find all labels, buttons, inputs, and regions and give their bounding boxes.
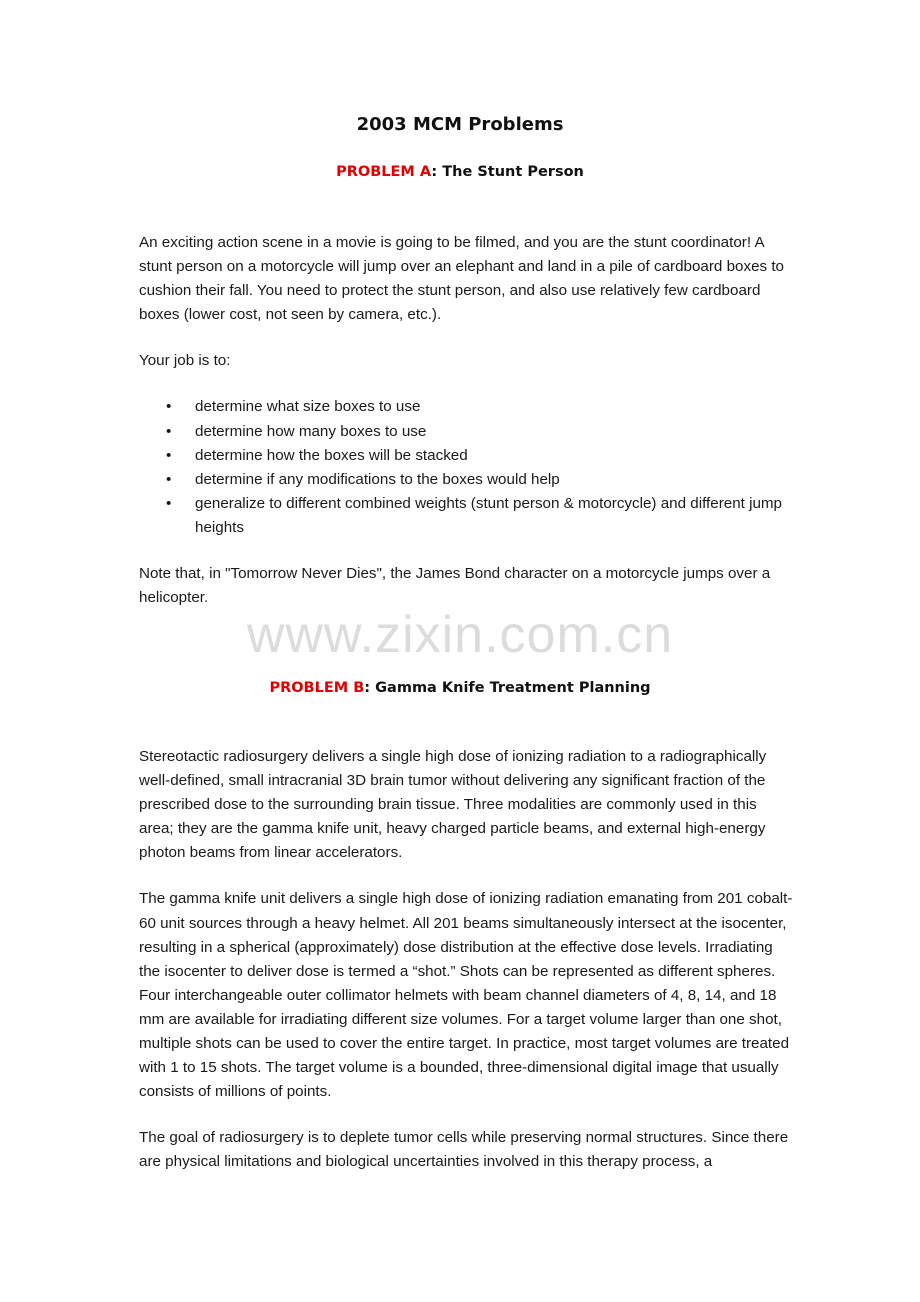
list-item: • determine if any modifications to the boxes would help: [139, 468, 794, 492]
list-item: • generalize to different combined weights (stunt person & motorcycle) and different jump heights: [139, 492, 794, 540]
problem-b-paragraph: The goal of radiosurgery is to deplete tumor cells while preserving normal structures. Since there are physical limitations and biological uncertainties involved in this therapy process, a: [139, 1129, 789, 1171]
list-item: • determine what size boxes to use: [139, 395, 794, 419]
document-title: 2003 MCM Problems: [356, 114, 564, 135]
problem-b-paragraph: The gamma knife unit delivers a single high dose of ionizing radiation emanating from 201 cobalt-60 unit sources through a heavy helmet. All 201 beams simultaneously intersect at the isocenter, resulting in a spherical (approximately) dose distribution at the effective dose levels. Irradiating the isocenter to deliver dose is termed a “shot.” Shots can be represented as different spheres. Four interchangeable outer collimator helmets with beam channel diameters of 4, 8, 14, and 18 mm are available for irradiating different size volumes. For a target volume larger than one shot, multiple shots can be used to cover the entire target. In practice, most target volumes are treated with 1 to 15 shots. The target volume is a bounded, three-dimensional digital image that usually consists of millions of points.: [139, 890, 793, 1101]
problem-a-title: : The Stunt Person: [431, 164, 584, 180]
problem-b-label: PROBLEM B: [269, 680, 365, 696]
problem-b-body: [139, 745, 794, 1175]
problem-a-job-paragraph: Your job is to:: [139, 352, 231, 370]
list-item: • determine how many boxes to use: [139, 420, 794, 444]
problem-a-body: [139, 231, 794, 610]
problem-b-paragraph: Stereotactic radiosurgery delivers a single high dose of ionizing radiation to a radiographically well-defined, small intracranial 3D brain tumor without delivering any significant fraction of the prescribed dose to the surrounding brain tissue. Three modalities are commonly used in this area; they are the gamma knife unit, heavy charged particle beams, and external high-energy photon beams from linear accelerators.: [139, 748, 767, 862]
problem-b-heading: [0, 678, 920, 698]
problem-a-intro-paragraph: An exciting action scene in a movie is going to be filmed, and you are the stunt coordinator! A stunt person on a motorcycle will jump over an elephant and land in a pile of cardboard boxes to cushion their fall. You need to protect the stunt person, and also use relatively few cardboard boxes (lower cost, not seen by camera, etc.).: [139, 234, 785, 324]
list-item: • determine how the boxes will be stacked: [139, 444, 794, 468]
problem-a-heading: [0, 162, 920, 182]
problem-a-label: PROBLEM A: [336, 164, 432, 180]
problem-a-note-paragraph: Note that, in "Tomorrow Never Dies", the James Bond character on a motorcycle jumps over a helicopter.: [139, 565, 771, 607]
watermark: www.zixin.com.cn: [246, 606, 674, 664]
problem-b-title: : Gamma Knife Treatment Planning: [364, 680, 651, 696]
problem-a-task-list: [139, 395, 794, 540]
